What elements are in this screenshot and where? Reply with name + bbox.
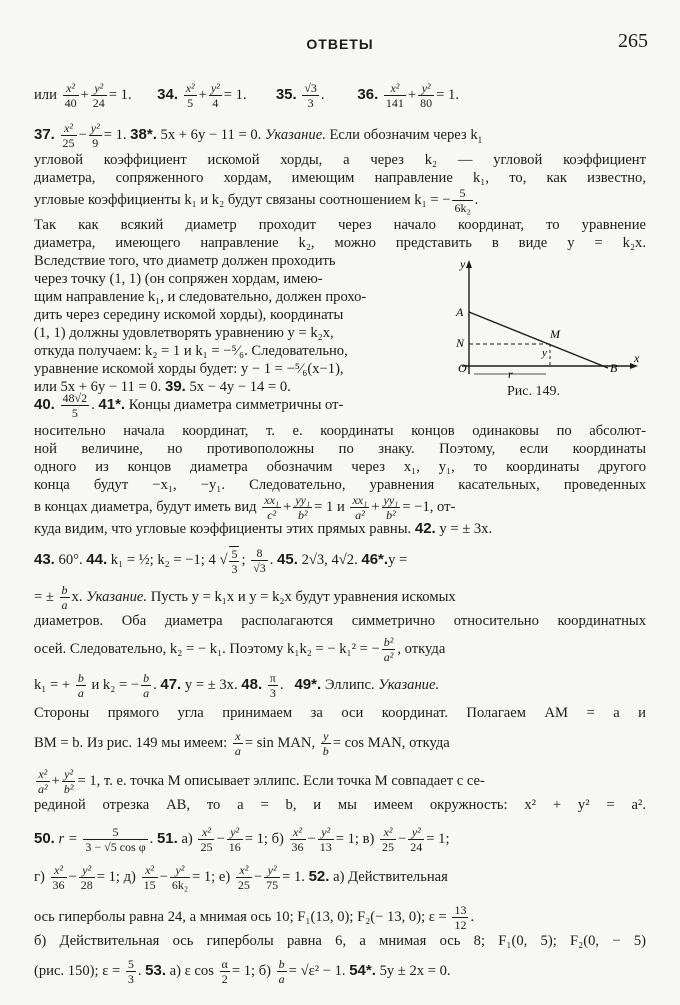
answer-line: k₁ = + $\frac{b}{a}$ и k₂ = − $\frac{b}{a}$ . 47. y = ± 3x. 48. $\frac{\pi}{3}$ . 49*. Эллипс. Указание. (34, 671, 440, 700)
text-line: диаметра, имеющего направление k₂, можно представить в виде y = k₂x. (34, 235, 646, 251)
running-head: ОТВЕТЫ (306, 36, 374, 52)
fig-label: y (460, 257, 466, 271)
text-line: или 5x + 6y − 11 = 0. 39. 5x − 4y − 14 = 0. (34, 378, 291, 395)
fig-label: A (456, 305, 464, 319)
fig-label: x (634, 351, 640, 365)
page-number: 265 (618, 30, 648, 52)
text-line: откуда получаем: k₂ = 1 и k₁ = −⁵⁄₆. Следовательно, (34, 343, 348, 359)
answer-line: 40. $\frac{48√2}{5}$ . 41*. Концы диаметра симметричны от- (34, 391, 344, 420)
answer-line: 43. 60°. 44. k₁ = ½; k₂ = −1; 4 √ $\frac{5}{3}$ ; $\frac{8}{√3}$ . 45. 2√3, 4√2. 46*.y = (34, 546, 408, 576)
text-line: Так как всякий диаметр проходит через начало координат, то уравнение (34, 217, 646, 233)
text-line: в концах диаметра, будут иметь вид $\frac{\text{xx₁}}{\text{c²}}$ + $\frac{\text{yy₁}}{\text{b²}}$ = 1 и $\frac{\text{xx₁}}{\text{a²}}$ + $\frac{\text{yy₁}}{\text{b²}}$ = −1, от- (34, 493, 456, 522)
fig-label: r (508, 367, 513, 379)
text-line: Стороны прямого угла принимаем за оси координат. Полагаем AM = a и (34, 705, 646, 721)
text-line: ной величине, но противоположны по знаку. Поэтому, если координаты (34, 441, 646, 457)
text-line: уравнение искомой хорды будет: y − 1 = −⁵⁄₆(x−1), (34, 361, 344, 377)
text-line: щим направление k₁, и следовательно, должен прохо- (34, 289, 367, 305)
text-line: угловой коэффициент искомой хорды, а через k₂ — угловой коэффициент (34, 152, 646, 168)
text-line: куда видим, что угловые коэффициенты этих прямых равны. 42. y = ± 3x. (34, 520, 493, 537)
fig-label: y (542, 347, 547, 359)
text-line: диаметра, сопряженного хордам, имеющим направление k₁, то, как известно, (34, 170, 646, 186)
fig-label: B (610, 361, 618, 375)
text-line: = ± $\frac{b}{a}$ x. Указание. Пусть y = k₁x и y = k₂x будут уравнения искомых (34, 583, 456, 612)
answer-line: 37. $\frac{\text{x²}}{25}$ − $\frac{\text{y²}}{9}$ = 1. 38*. 5x + 6y − 11 = 0. Указание. Если обозначим через $k_1$ (34, 121, 483, 150)
text-line: BM = b. Из рис. 149 мы имеем: $\frac{x}{a}$ = sin MAN, $\frac{y}{b}$ = cos MAN, откуда (34, 729, 450, 758)
answer-line: или $\frac{\text{x²}}{40}$ + $\frac{\text{y²}}{24}$ = 1. 34. $\frac{\text{x²}}{5}$ + $\frac{\text{y²}}{4}$ = 1. 35. $\frac{√3}{3}$ . 36. $\frac{\text{x²}}{141}$ + $\frac{\text{y²}}{80}$ = 1. (34, 81, 459, 110)
text-line: диаметров. Оба диаметра располагаются симметрично относительно координатных (34, 613, 646, 629)
text-line: через точку (1, 1) (он сопряжен хордам, имею- (34, 271, 323, 287)
text-line: (1, 1) должны удовлетворять уравнению y = k₂x, (34, 325, 334, 341)
answer-line: 50. r = $\frac{5}{\text{3 − √5 cos φ}}$ . 51. а) $\frac{\text{x²}}{25}$ − $\frac{\text{y²}}{16}$ = 1; б) $\frac{\text{x²}}{36}$ − $\frac{\text{y²}}{13}$ = 1; в) $\frac{\text{x²}}{25}$ − $\frac{\text{y²}}{24}$ = 1; (34, 825, 450, 854)
text-line: осей. Следовательно, k₂ = − k₁. Поэтому k₁k₂ = − k₁² = − $\frac{\text{b²}}{\text{a²}}$ , откуда (34, 635, 446, 664)
text-line: $\frac{\text{x²}}{\text{a²}}$ + $\frac{\text{y²}}{\text{b²}}$ = 1, т. е. точка M описывает эллипс. Если точка M совпадает с се- (38, 767, 485, 796)
figure-caption: Рис. 149. (507, 384, 560, 399)
text-line: носительно начала координат, т. е. координаты концов одинаковы по абсолют- (34, 423, 646, 439)
text-line: ось гиперболы равна 24, а мнимая ось 10; F₁(13, 0); F₂(− 13, 0); ε = $\frac{13}{12}$ . (34, 903, 475, 932)
text-line: Вследствие того, что диаметр должен проходить (34, 253, 336, 269)
fig-label: O (458, 361, 467, 375)
text-line: дить через середину искомой хорды), координаты (34, 307, 344, 323)
text-line: рединой отрезка AB, то a = b, и мы имеем окружность: x² + y² = a². (34, 797, 646, 813)
answer-line: (рис. 150); ε = $\frac{5}{3}$ . 53. а) ε cos $\frac{\alpha}{2}$ = 1; б) $\frac{b}{a}$ = √ε² − 1. 54*. 5y ± 2x = 0. (34, 957, 451, 986)
figure-149 (450, 254, 650, 379)
fig-label: M (550, 327, 560, 341)
text-line: конца будут −x₁, −y₁. Следовательно, уравнения касательных, проведенных (34, 477, 646, 493)
text-line: угловые коэффициенты k₁ и k₂ будут связаны соотношением k₁ = − $\frac{5}{\text{6k₂}}$ . (34, 186, 479, 215)
answer-line: г) $\frac{\text{x²}}{36}$ − $\frac{\text{y²}}{28}$ = 1; д) $\frac{\text{x²}}{15}$ − $\frac{\text{y²}}{\text{6k₂}}$ = 1; е) $\frac{\text{x²}}{25}$ − $\frac{\text{y²}}{75}$ = 1. 52. а) Действительная (34, 863, 448, 892)
text-line: б) Действительная ось гиперболы равна 6, а мнимая ось 8; F₁(0, 5); F₂(0, − 5) (34, 933, 646, 949)
fig-label: N (456, 336, 465, 350)
text-line: одного из концов диаметра обозначим через x₁, y₁, то координаты другого (34, 459, 646, 475)
